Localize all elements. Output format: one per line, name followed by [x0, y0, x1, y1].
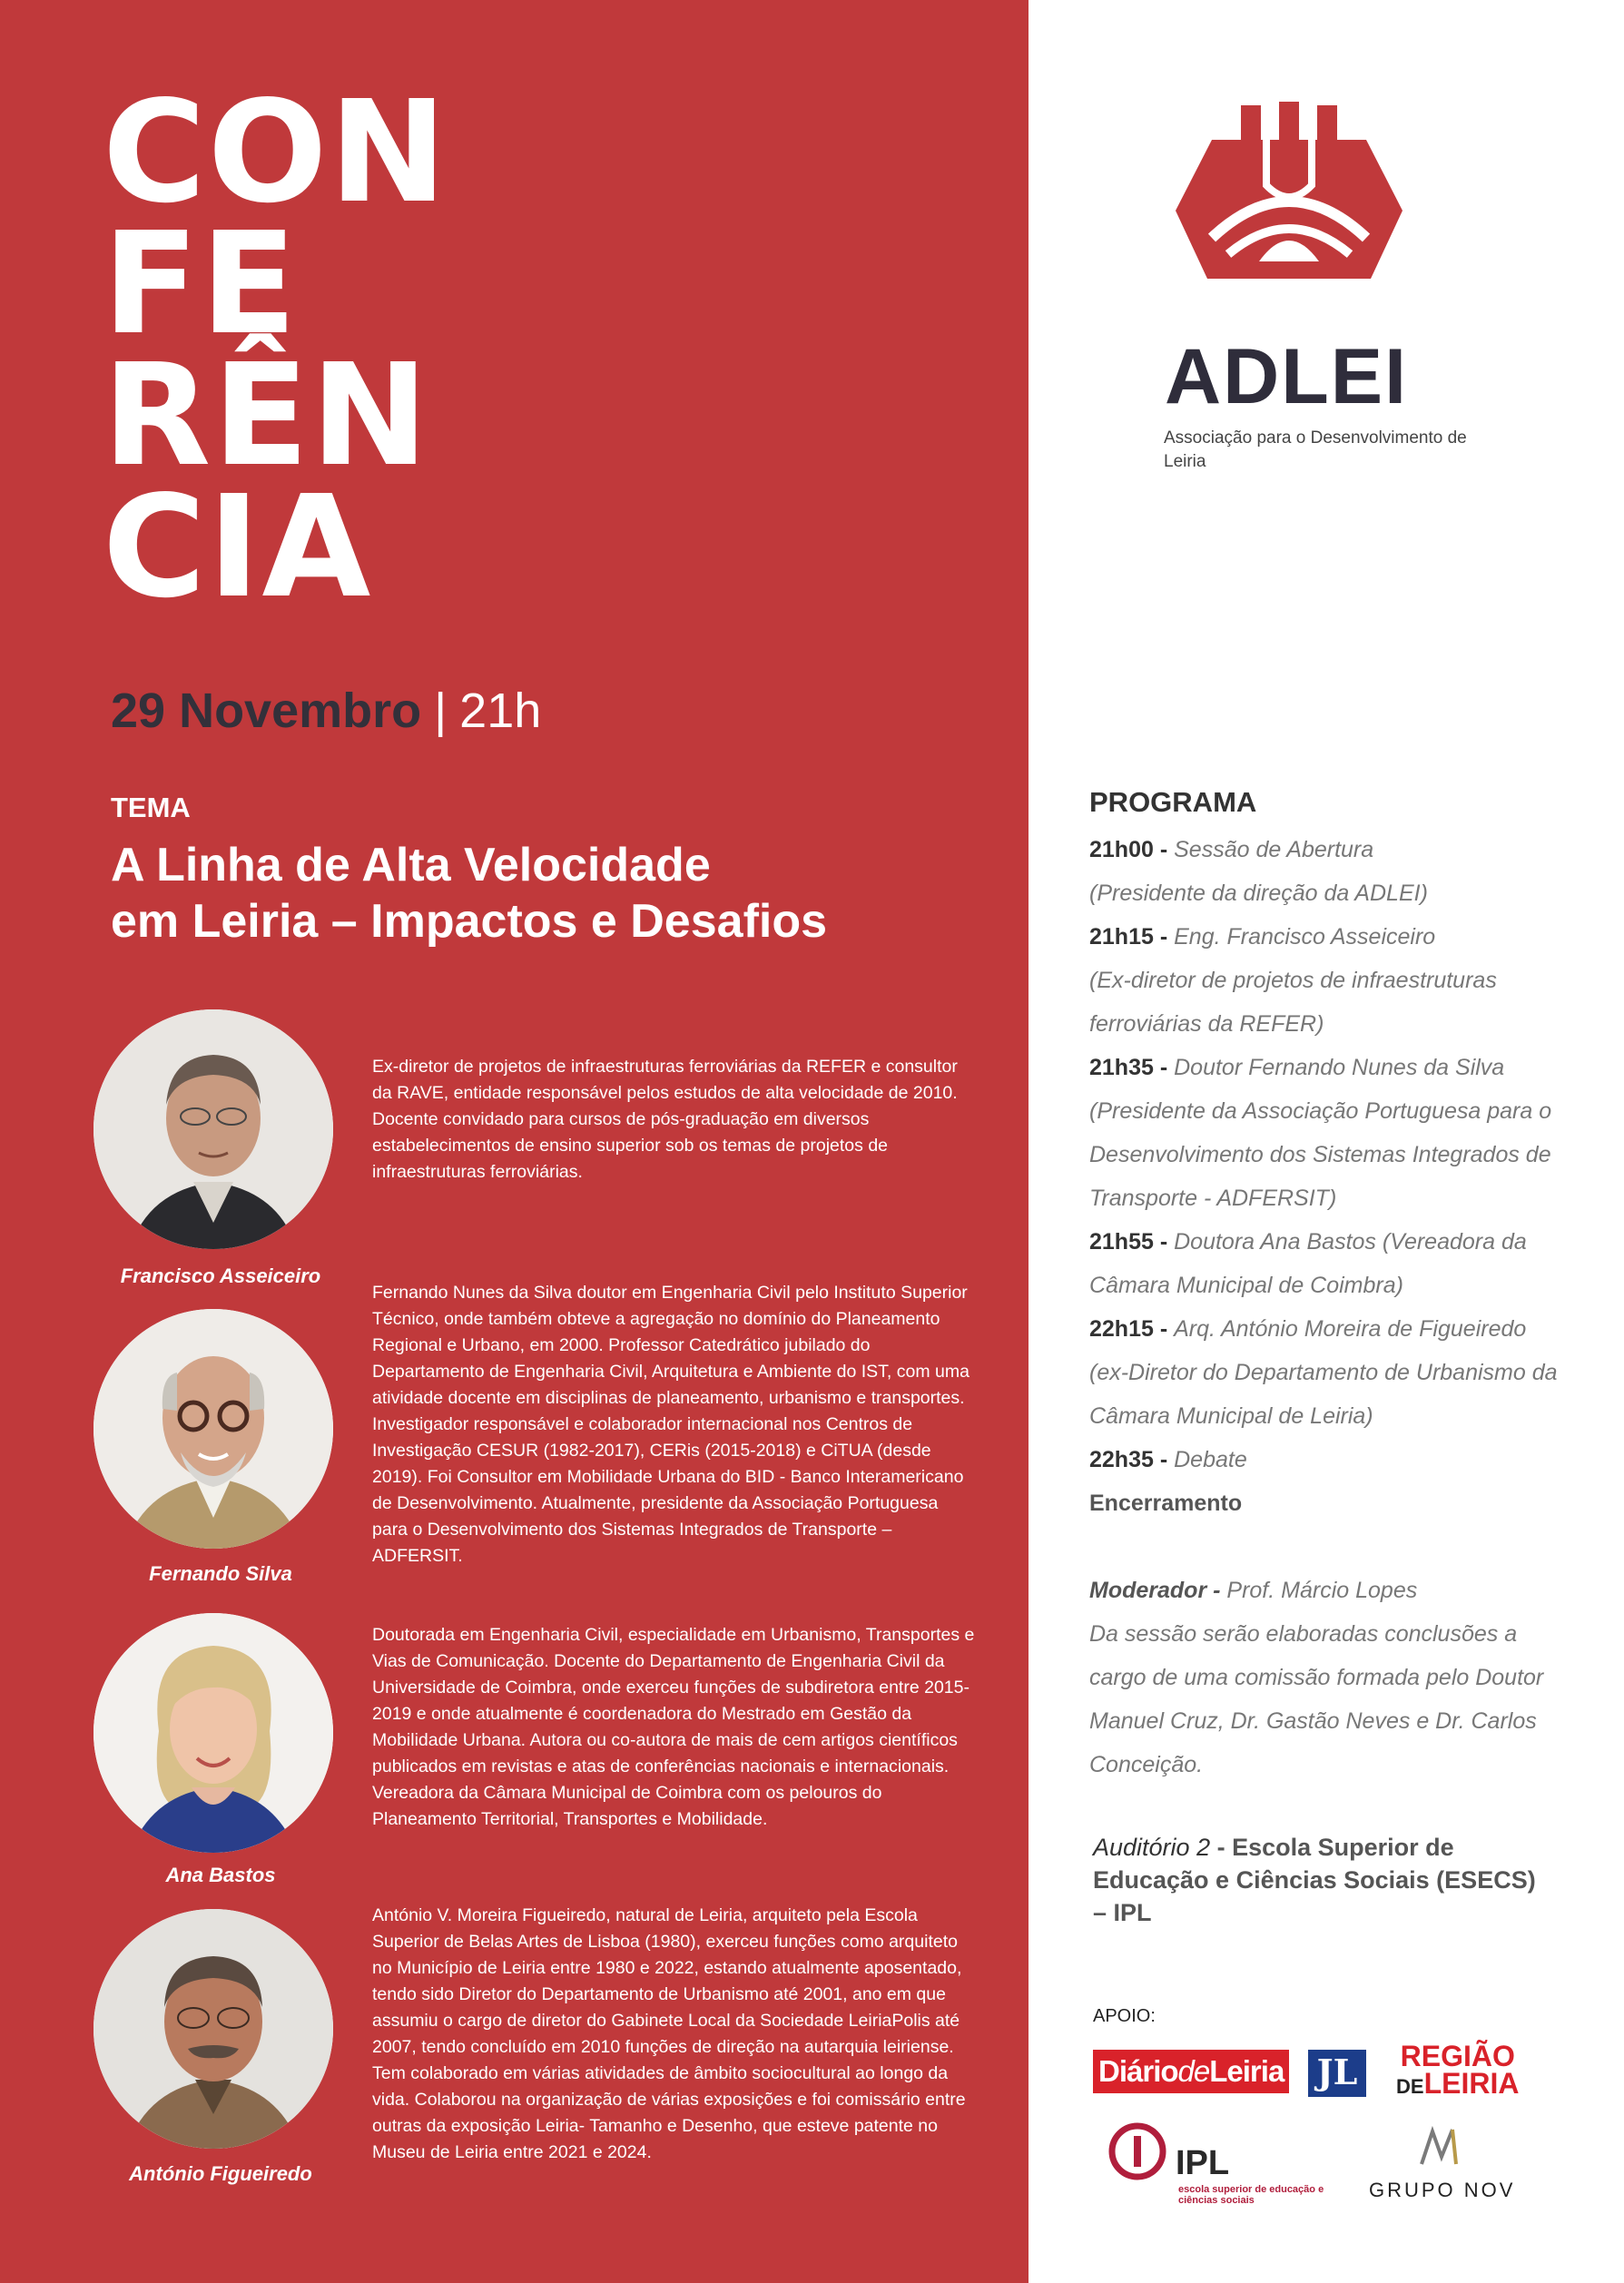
program-item: 22h15 - Arq. António Moreira de Figueiredo	[1089, 1316, 1527, 1342]
program-text: Eng. Francisco Asseiceiro	[1174, 924, 1436, 950]
program-text: Debate	[1174, 1447, 1247, 1472]
theme-title-line-2: em Leiria – Impactos e Desafios	[111, 895, 828, 948]
ipl-logo-text: IPL	[1176, 2144, 1230, 2182]
moderator	[1089, 1569, 1580, 1612]
program-closing: Encerramento	[1089, 1491, 1243, 1516]
theme-title-line-1: A Linha de Alta Velocidade	[111, 839, 711, 891]
program-text: Arq. António Moreira de Figueiredo	[1174, 1316, 1527, 1342]
program-time: 22h15	[1089, 1316, 1154, 1342]
grupo-nov-logo-icon	[1416, 2124, 1462, 2170]
portrait-icon	[94, 1309, 333, 1549]
moderator-label: Moderador -	[1089, 1578, 1221, 1603]
moderator-name: Prof. Márcio Lopes	[1226, 1578, 1418, 1603]
event-date-time	[111, 683, 541, 739]
conclusions-note: Da sessão serão elaboradas conclusões a cargo de uma comissão formada pelo Doutor Manuel Cruz, Dr. Gastão Neves e Dr. Carlos Conceição.	[1089, 1621, 1544, 1777]
speaker-photo-silva	[94, 1309, 333, 1549]
speaker-name-silva: Fernando Silva	[149, 1562, 292, 1585]
ipl-logo-subtitle: escola superior de educação e ciências sociais	[1178, 2184, 1324, 2206]
date-separator: |	[434, 684, 448, 738]
program-time: 21h55	[1089, 1229, 1154, 1255]
regiao-de-leiria-logo: REGIÃO DELEIRIA	[1396, 2040, 1520, 2100]
program-detail: (Presidente da Associação Portuguesa para o Desenvolvimento dos Sistemas Integrados de Transporte - ADFERSIT)	[1089, 1098, 1552, 1211]
speaker-photo-bastos	[94, 1613, 333, 1853]
program-list	[1089, 828, 1580, 1786]
organizer-name: ADLEI	[1165, 333, 1408, 420]
venue-room: Auditório 2	[1093, 1834, 1211, 1861]
speaker-bio-silva: Fernando Nunes da Silva doutor em Engenharia Civil pelo Instituto Superior Técnico, onde também obteve a agregação no domínio do Planeamento Regional e Urbano, em 2000. Professor Catedrático jubilado do Departamento de Engenharia Civil, Arquitetura e Ambiente do IST, com uma atividade docente em disciplinas de planeamento, urbanismo e transportes. Investigador responsável e colaborador internacional nos Centros de Investigação CESUR (1982-2017), CERis (2015-2018) e CiTUA (desde 2019). Foi Consultor em Mobilidade Urbana do BID - Banco Interamericano de Desenvolvimento. Atualmente, presidente da Associação Portuguesa para o Desenvolvimento dos Sistemas Integrados de Transporte – ADFERSIT.	[372, 1283, 969, 1566]
program-detail: (ex-Diretor do Departamento de Urbanismo da Câmara Municipal de Leiria)	[1089, 1360, 1558, 1429]
event-time: 21h	[459, 684, 542, 738]
program-time: 22h35	[1089, 1447, 1154, 1472]
program-title: PROGRAMA	[1089, 786, 1257, 818]
sponsors-label: APOIO:	[1093, 2006, 1156, 2026]
speaker-bio-bastos: Doutorada em Engenharia Civil, especialidade em Urbanismo, Transportes e Vias de Comunicação. Docente do Departamento de Engenharia Civil da Universidade de Coimbra, onde exerceu funções de subdiretora entre 2015-2019 e onde atualmente é coordenadora do Mestrado em Gestão da Mobilidade Urbana. Autora ou co-autora de mais de cem artigos científicos publicados em revistas e atas de conferências nacionais e internacionais. Vereadora da Câmara Municipal de Coimbra com os pelouros do Planeamento Territorial, Transportes e Mobilidade.	[372, 1625, 975, 1829]
grupo-nov-logo-text: GRUPO NOV	[1369, 2179, 1516, 2201]
title-line-2: FE	[103, 202, 299, 366]
program-item: 21h55 - Doutora Ana Bastos (Vereadora da Câmara Municipal de Coimbra)	[1089, 1229, 1527, 1298]
ipl-logo-icon	[1106, 2120, 1169, 2183]
event-date: 29 Novembro	[111, 684, 422, 738]
conference-title	[103, 70, 449, 629]
program-item: 22h35 - Debate	[1089, 1447, 1247, 1472]
program-text: Doutor Fernando Nunes da Silva	[1174, 1055, 1505, 1080]
jl-logo: JL	[1308, 2050, 1366, 2097]
portrait-icon	[94, 1613, 333, 1853]
speaker-name-asseiceiro: Francisco Asseiceiro	[120, 1265, 321, 1287]
theme-label: TEMA	[111, 792, 191, 823]
program-time: 21h35	[1089, 1055, 1154, 1080]
portrait-icon	[94, 1909, 333, 2149]
speaker-photo-figueiredo	[94, 1909, 333, 2149]
portrait-icon	[94, 1009, 333, 1249]
program-time: 21h15	[1089, 924, 1154, 950]
program-time: 21h00	[1089, 837, 1154, 862]
program-item: 21h15 - Eng. Francisco Asseiceiro	[1089, 924, 1436, 950]
adlei-logo-icon	[1176, 102, 1403, 279]
speaker-bio-figueiredo: António V. Moreira Figueiredo, natural de Leiria, arquiteto pela Escola Superior de Belas Artes de Lisboa (1980), exerceu funções como arquiteto no Município de Leiria entre 1980 e 2022, estando atualmente aposentado, tendo sido Diretor do Departamento de Urbanismo até 2001, ano em que assumiu o cargo de diretor do Gabinete Local da Sociedade LeiriaPolis até 2007, tendo concluído em 2010 funções de direção na autarquia leiriense. Tem colaborado em várias atividades de âmbito sociocultural ao longo da vida. Colaborou na organização de várias exposições e foi comissário entre outras da exposição Leiria- Tamanho e Desenho, que esteve patente no Museu de Leiria entre 2021 e 2024.	[372, 1905, 966, 2162]
speaker-bio-asseiceiro: Ex-diretor de projetos de infraestruturas ferroviárias da REFER e consultor da RAVE, entidade responsável pelos estudos de alta velocidade de 2010. Docente convidado para cursos de pós-graduação em diversos estabelecimentos de ensino superior sob os temas de projetos de infraestruturas ferroviárias.	[372, 1057, 958, 1182]
diario-de-leiria-logo: DiáriodeLeiria	[1093, 2050, 1289, 2093]
speaker-name-figueiredo: António Figueiredo	[129, 2162, 312, 2185]
program-item: 21h35 - Doutor Fernando Nunes da Silva	[1089, 1055, 1505, 1080]
title-line-1: CON	[103, 70, 449, 234]
venue: Auditório 2 - Escola Superior de Educação e Ciências Sociais (ESECS) – IPL	[1093, 1834, 1536, 1926]
program-detail: (Ex-diretor de projetos de infraestruturas ferroviárias da REFER)	[1089, 968, 1497, 1037]
program-text: Doutora Ana Bastos (Vereadora da Câmara Municipal de Coimbra)	[1089, 1229, 1527, 1298]
venue-school: Escola Superior de Educação e Ciências Sociais (ESECS) – IPL	[1093, 1834, 1536, 1926]
program-text: Sessão de Abertura	[1174, 837, 1374, 862]
theme-title	[111, 837, 1000, 950]
speaker-photo-asseiceiro	[94, 1009, 333, 1249]
program-detail: (Presidente da direção da ADLEI)	[1089, 881, 1428, 906]
title-line-4: CIA	[103, 465, 373, 629]
program-item: 21h00 - Sessão de Abertura	[1089, 837, 1374, 862]
title-line-3: RÊN	[103, 333, 430, 497]
speaker-name-bastos: Ana Bastos	[165, 1864, 276, 1886]
organizer-subtitle: Associação para o Desenvolvimento de Leiria	[1164, 428, 1467, 471]
